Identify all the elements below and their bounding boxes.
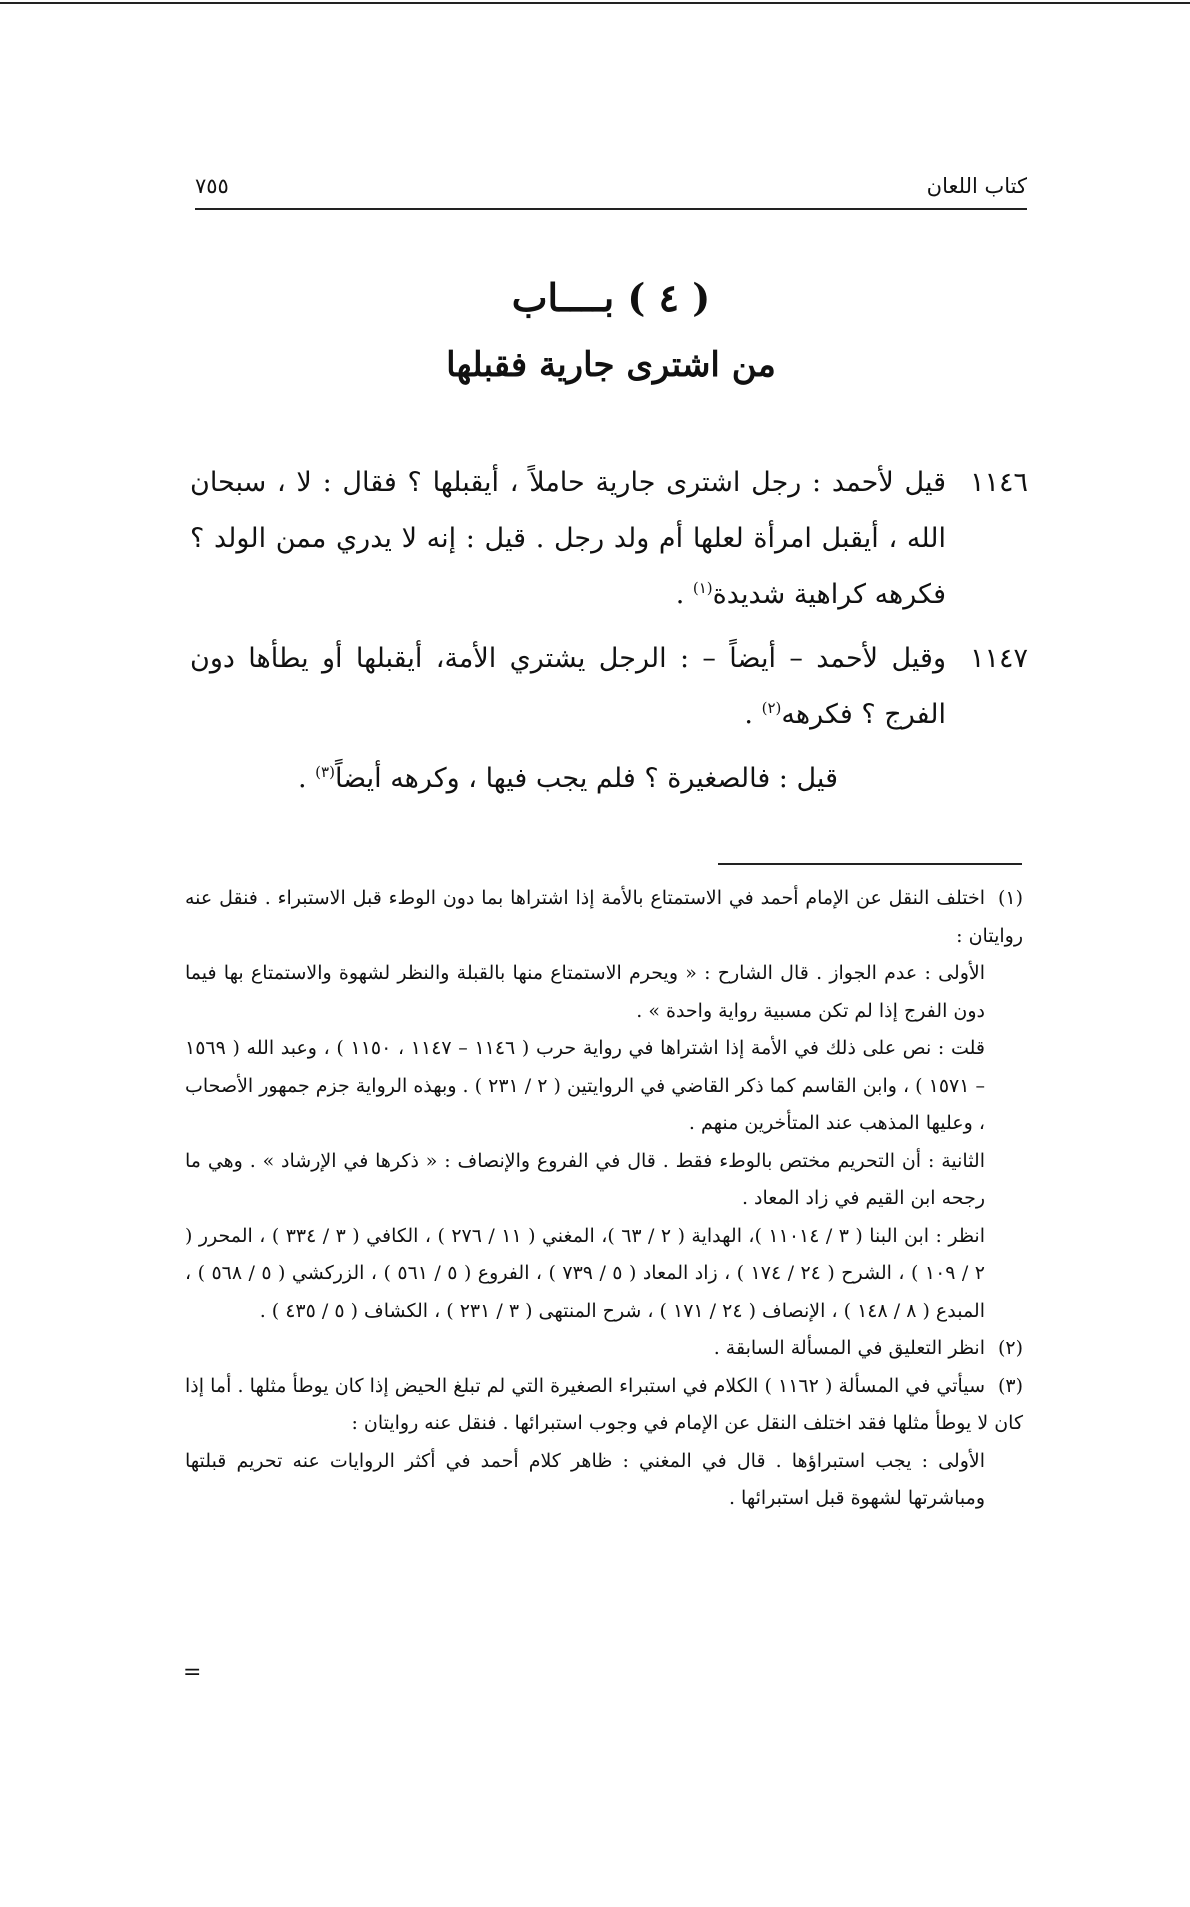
book-section-title: كتاب اللعان (926, 174, 1027, 198)
sub-entry: قيل : فالصغيرة ؟ فلم يجب فيها ، وكرهه أيضاً$^{(٣)}$ . (298, 763, 838, 794)
footnote-ref: (٣) (315, 763, 335, 781)
page-number: ٧٥٥ (195, 174, 229, 198)
entry-text: وقيل لأحمد – أيضاً – : الرجل يشتري الأمة، أيقبلها أو يطأها دون الفرج ؟ فكرهه$^{(٢)}$ . (190, 643, 946, 730)
footnote-paragraph: الأولى : يجب استبراؤها . قال في المغني : ظاهر كلام أحمد في أكثر الروايات عنه تحريم قبلتها ومباشرتها لشهوة قبل استبرائها . (185, 1449, 985, 1509)
chapter-title: من اشترى جارية فقبلها (446, 345, 776, 385)
footnote-paragraph: قلت : نص على ذلك في الأمة إذا اشتراها في رواية حرب ( ١١٤٦ – ١١٤٧ ، ١١٥٠ ) ، وعبد الله ( ١٥٦٩ – ١٥٧١ ) ، وابن القاسم كما ذكر القاضي في الروايتين ( ٢ / ٢٣١ ) . وبهذه الرواية جزم جمهور الأصحاب ، وعليها المذهب عند المتأخرين منهم . (185, 1037, 986, 1134)
footnote-ref: (٢) (761, 699, 782, 717)
footnote-references: انظر : ابن البنا ( ٣ / ١١٠١٤ )، الهداية ( ٢ / ٦٣ )، المغني ( ١١ / ٢٧٦ ) ، الكافي ( ٣ / ٣٣٤ ) ، المحرر ( ٢ / ١٠٩ ) ، الشرح ( ٢٤ / ١٧٤ ) ، زاد المعاد ( ٥ / ٧٣٩ ) ، الفروع ( ٥ / ٥٦١ ) ، الزركشي ( ٥ / ٥٦٨ ) ، المبدع ( ٨ / ١٤٨ ) ، الإنصاف ( ٢٤ / ١٧١ ) ، شرح المنتهى ( ٣ / ٢٣١ ) ، الكشاف ( ٥ / ٤٣٥ ) . (185, 1224, 985, 1322)
footnote-3: (٣)سيأتي في المسألة ( ١١٦٢ ) الكلام في استبراء الصغيرة التي لم تبلغ الحيض إذا كان يوطأ مثلها . أما إذا كان لا يوطأ مثلها فقد اختلف النقل عن الإمام في وجوب استبرائها . فنقل عنه روايتان : الأولى : يجب استبراؤها . قال في المغني : ظاهر كلام أحمد في أكثر الروايات عنه تحريم قبلتها ومباشرتها لشهوة قبل استبرائها . (185, 1368, 1023, 1518)
footnote-1: (١)اختلف النقل عن الإمام أحمد في الاستمتاع بالأمة إذا اشتراها بما دون الوطء قبل الاستبراء . فنقل عنه روايتان : الأولى : عدم الجواز . قال الشارح : « ويحرم الاستمتاع منها بالقبلة والنظر لشهوة والاستمتاع بها فيما دون الفرج إذا لم تكن مسبية رواية واحدة » . قلت : نص على ذلك في الأمة إذا اشتراها في رواية حرب ( ١١٤٦ – ١١٤٧ ، ١١٥٠ ) ، وعبد الله ( ١٥٦٩ – ١٥٧١ ) ، وابن القاسم كما ذكر القاضي في الروايتين ( ٢ / ٢٣١ ) . وبهذه الرواية جزم جمهور الأصحاب ، وعليها المذهب عند المتأخرين منهم . الثانية : أن التحريم مختص بالوطء فقط . قال في الفروع والإنصاف : « ذكرها في الإرشاد » . وهي ما رجحه ابن القيم في زاد المعاد . انظر : ابن البنا ( ٣ / ١١٠١٤ )، الهداية ( ٢ / ٦٣ )، المغني ( ١١ / ٢٧٦ ) ، الكافي ( ٣ / ٣٣٤ ) ، المحرر ( ٢ / ١٠٩ ) ، الشرح ( ٢٤ / ١٧٤ ) ، زاد المعاد ( ٥ / ٧٣٩ ) ، الفروع ( ٥ / ٥٦١ ) ، الزركشي ( ٥ / ٥٦٨ ) ، المبدع ( ٨ / ١٤٨ ) ، الإنصاف ( ٢٤ / ١٧١ ) ، شرح المنتهى ( ٣ / ٢٣١ ) ، الكشاف ( ٥ / ٤٣٥ ) . (185, 880, 1023, 1330)
footnote-paragraph: الثانية : أن التحريم مختص بالوطء فقط . قال في الفروع والإنصاف : « ذكرها في الإرشاد » . وهي ما رجحه ابن القيم في زاد المعاد . (185, 1149, 985, 1209)
scan-top-edge (0, 2, 1190, 4)
footnote-marker: (٣) (997, 1374, 1023, 1397)
footnote-paragraph: الأولى : عدم الجواز . قال الشارح : « ويحرم الاستمتاع منها بالقبلة والنظر لشهوة والاستمتاع بها فيما دون الفرج إذا لم تكن مسبية رواية واحدة » . (185, 962, 985, 1022)
entry-number: ١١٤٦ (969, 467, 1028, 498)
entry-number: ١١٤٧ (969, 643, 1028, 674)
entry-1146 (190, 455, 1028, 623)
entry-text: قيل لأحمد : رجل اشترى جارية حاملاً ، أيقبلها ؟ فقال : لا ، سبحان الله ، أيقبل امرأة لعلها أم ولد رجل . قيل : إنه لا يدري ممن الولد ؟ فكرهه كراهية شديدة$^{(١)}$ . (190, 467, 946, 610)
main-text (190, 455, 1028, 807)
header-rule (195, 208, 1027, 210)
chapter-label: ( ٤ ) بــــاب (511, 275, 711, 320)
entry-1147 (190, 631, 1028, 743)
footnote-marker: (٢) (997, 1337, 1023, 1359)
footnotes (185, 880, 1023, 1518)
footnote-2: (٢)انظر التعليق في المسألة السابقة . (185, 1330, 1023, 1368)
footnote-marker: (١) (997, 887, 1023, 909)
running-header (195, 170, 1027, 210)
footnote-ref: (١) (692, 579, 713, 597)
continuation-mark: = (183, 1660, 202, 1685)
footnote-separator (718, 863, 1022, 865)
